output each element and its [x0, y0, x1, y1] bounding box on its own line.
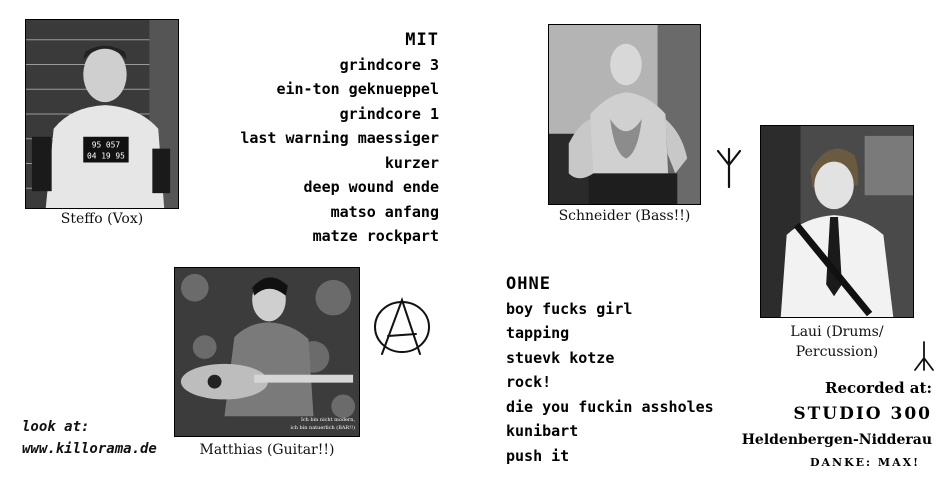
anarchy-icon	[370, 296, 434, 358]
ohne-item: kunibart	[506, 422, 579, 440]
caption-schneider: Schneider (Bass!!)	[558, 208, 691, 224]
photo-inscription-line2: ich bin natuerlich (BAR!!)	[290, 425, 356, 432]
life-rune-icon	[712, 145, 746, 189]
mit-item: deep wound ende	[303, 178, 439, 196]
ohne-item: tapping	[506, 324, 570, 342]
photo-laui	[760, 125, 914, 318]
mit-item: matso anfang	[330, 202, 439, 221]
caption-laui-line1: Laui (Drums/	[790, 324, 884, 340]
badge-line1: 95 057	[91, 140, 121, 150]
ohne-item: rock!	[506, 373, 552, 391]
photo-inscription-line1: Ich bin nicht modern,	[300, 417, 356, 424]
mit-item: last warning maessiger	[240, 129, 439, 147]
caption-laui-line2: Percussion)	[795, 344, 879, 360]
studio-location: Heldenbergen-Nidderau	[741, 432, 932, 448]
mit-item: matze rockpart	[312, 227, 439, 245]
mit-item: ein-ton geknueppel	[276, 80, 439, 98]
studio-name: STUDIO 300	[793, 404, 932, 424]
caption-steffo: Steffo (Vox)	[60, 211, 144, 227]
caption-laui	[760, 322, 914, 362]
recorded-block	[742, 375, 932, 473]
photo-steffo	[25, 19, 179, 209]
ohne-heading: OHNE	[506, 274, 551, 294]
photo-matthias	[174, 267, 360, 437]
death-rune-icon	[911, 340, 937, 374]
photo-schneider	[548, 24, 701, 205]
ohne-item: stuevk kotze	[506, 348, 615, 367]
mit-heading: MIT	[405, 30, 439, 50]
mit-item: grindcore 1	[339, 104, 439, 123]
mit-item: grindcore 3	[339, 55, 439, 74]
ohne-item: die you fuckin assholes	[506, 397, 714, 416]
ohne-item: push it	[506, 446, 570, 465]
website-link[interactable]: www.killorama.de	[22, 441, 157, 457]
recorded-label: Recorded at:	[825, 379, 932, 397]
ohne-item: boy fucks girl	[506, 299, 633, 318]
ohne-list	[506, 272, 714, 468]
mit-item: kurzer	[384, 153, 439, 172]
caption-matthias: Matthias (Guitar!!)	[199, 442, 335, 458]
mit-list	[240, 28, 439, 249]
look-at-block	[22, 416, 157, 460]
badge-line2: 04 19 95	[86, 151, 125, 161]
thanks-note: DANKE: MAX!	[809, 456, 920, 469]
look-at-label: look at:	[22, 419, 90, 435]
